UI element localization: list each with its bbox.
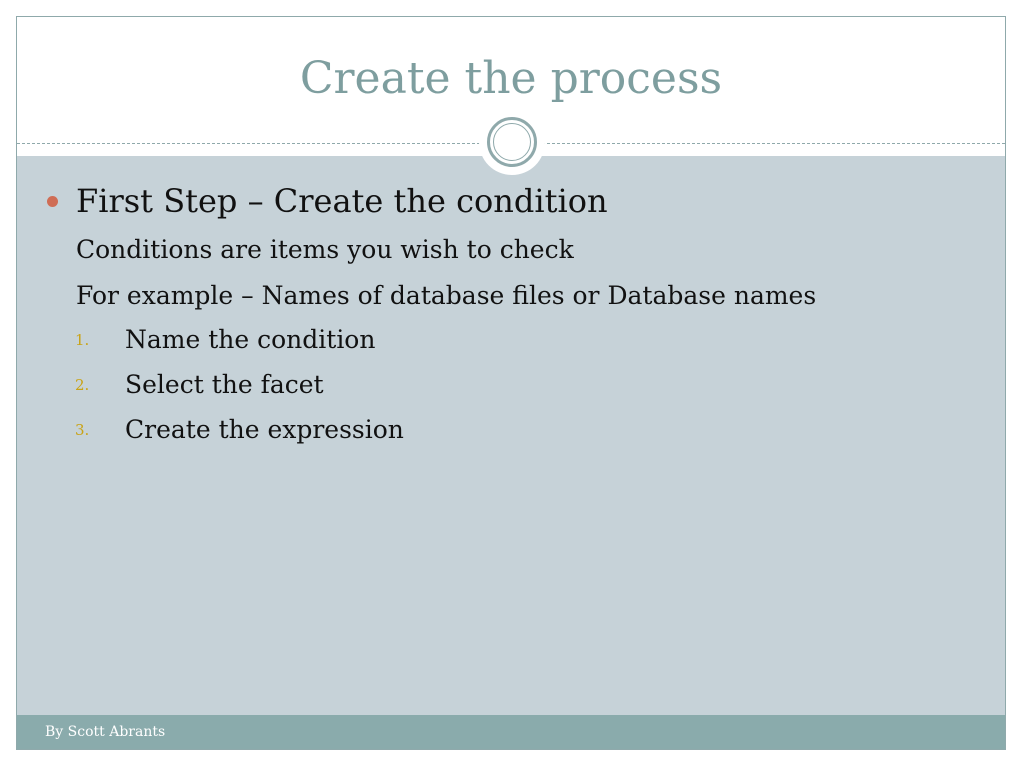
bullet-item xyxy=(47,179,608,223)
title-ornament-icon xyxy=(479,109,545,175)
numbered-item-text: Select the facet xyxy=(125,370,324,399)
numbered-item xyxy=(75,323,375,357)
number-marker: 1. xyxy=(75,331,90,349)
slide-title: Create the process xyxy=(299,53,723,104)
number-marker: 2. xyxy=(75,376,90,394)
numbered-item-text: Create the expression xyxy=(125,415,404,444)
footer-author: By Scott Abrants xyxy=(45,724,166,740)
slide-footer xyxy=(17,715,1005,749)
round-bullet-icon xyxy=(47,196,58,207)
numbered-item xyxy=(75,413,404,447)
number-marker: 3. xyxy=(75,421,90,439)
numbered-item xyxy=(75,368,324,402)
ornament-outer-ring-icon xyxy=(487,117,537,167)
sub-line-conditions: Conditions are items you wish to check xyxy=(76,235,574,264)
numbered-item-text: Name the condition xyxy=(125,325,376,354)
bullet-text: First Step – Create the condition xyxy=(76,182,608,220)
ornament-inner-ring-icon xyxy=(493,123,531,161)
sub-line-example: For example – Names of database files or Database names xyxy=(76,281,817,310)
slide xyxy=(16,16,1006,750)
